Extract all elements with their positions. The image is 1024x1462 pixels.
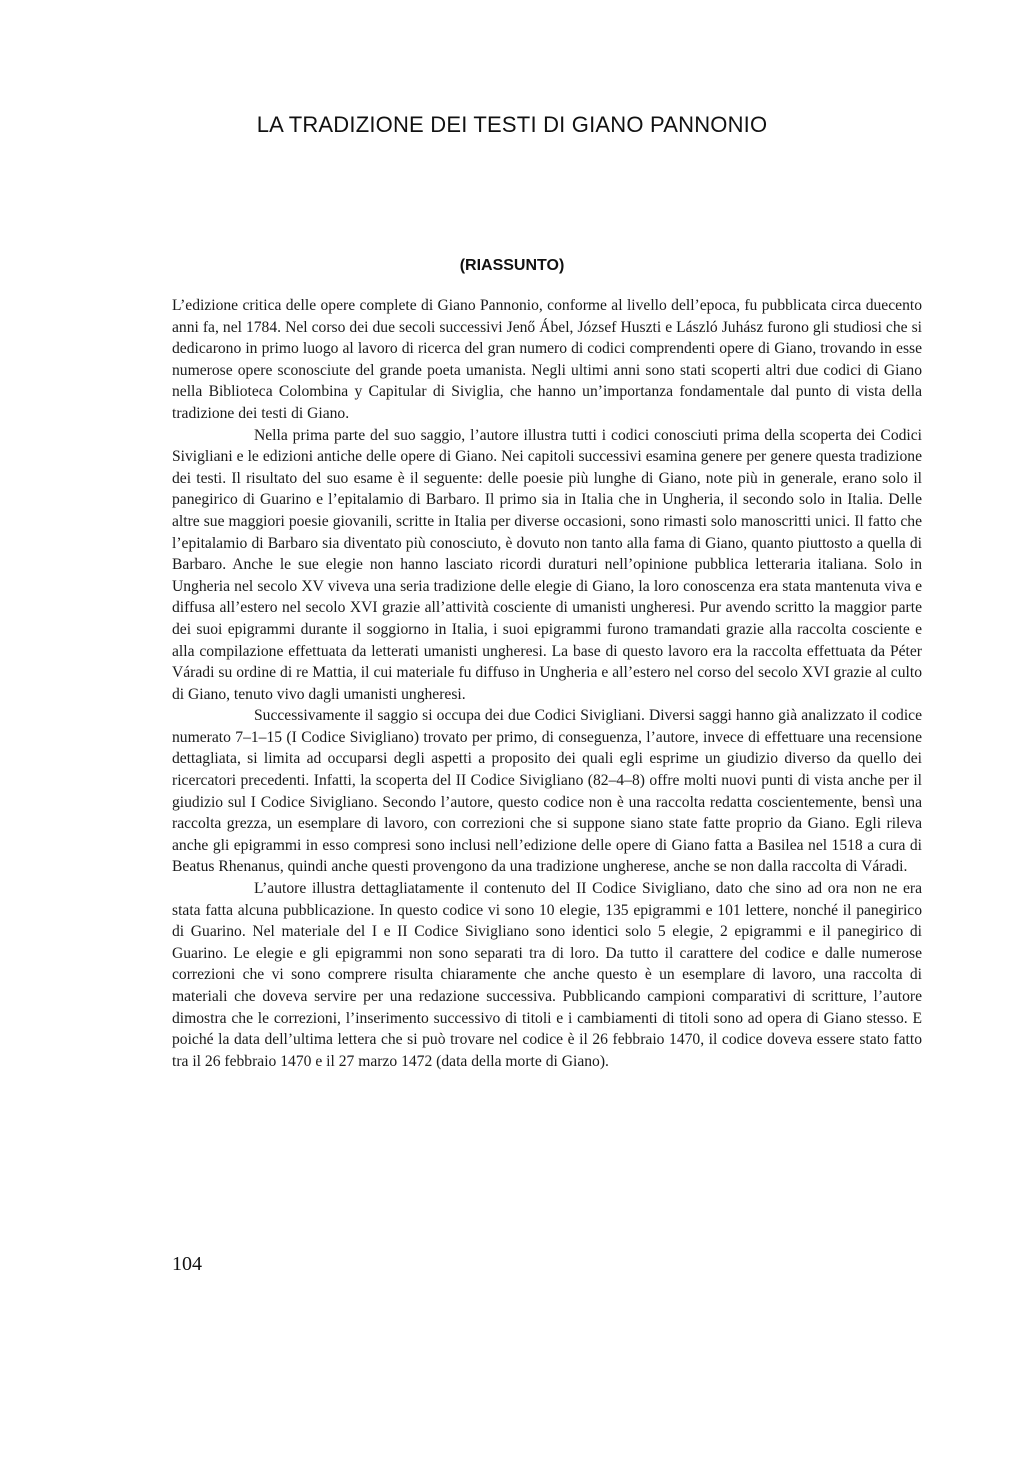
page-title: LA TRADIZIONE DEI TESTI DI GIANO PANNONIO bbox=[256, 112, 768, 137]
paragraph-3: Successivamente il saggio si occupa dei due Codici Sivigliani. Diversi saggi hanno già analizzato il codice numerato 7–1–15 (I Codice Sivigliano) trovato per primo, di conseguenza, l’autore, invece di effettuare una recensione dettagliata, si limita ad occuparsi degli aspetti a proposito dei quali egli esprime un giudizio diverso da quello dei ricercatori precedenti. Infatti, la scoperta del II Codice Sivigliano (82–4–8) offre molti nuovi punti di vista anche per il giudizio sul I Codice Sivigliano. Secondo l’autore, questo codice non è una raccolta redatta coscientemente, bensì una raccolta grezza, un esemplare di lavoro, con correzioni che si suppone siano state fatte proprio da Giano. Egli rileva anche gli epigrammi in esso compresi sono inclusi nell’edizione delle opere di Giano fatta a Basilea nel 1518 a cura di Beatus Rhenanus, quindi anche questi provengono da una tradizione ungherese, anche se non dalla raccolta di Váradi. bbox=[172, 707, 922, 876]
page-number: 104 bbox=[172, 1253, 202, 1275]
paragraph-1: L’edizione critica delle opere complete di Giano Pannonio, conforme al livello dell’epoca, fu pubblicata circa duecento anni fa, nel 1784. Nel corso dei due secoli successivi Jenő Ábel, József Huszti e László Juhász furono gli studiosi che si dedicarono in primo luogo al lavoro di ricerca del gran numero di codici comprendenti opere di Giano, trovando in esse numerose opere sconosciute del grande poeta umanista. Negli ultimi anni sono stati scoperti altri due codici di Giano nella Biblioteca Colombina y Capitular di Siviglia, che hanno un’importanza fondamentale dal punto di vista della tradizione dei testi di Giano. bbox=[172, 297, 922, 422]
summary-body bbox=[172, 295, 922, 1072]
section-subtitle: (RIASSUNTO) bbox=[459, 257, 565, 274]
paragraph-4: L’autore illustra dettagliatamente il contenuto del II Codice Sivigliano, dato che sino ad ora non ne era stata fatta alcuna pubblicazione. In questo codice vi sono 10 elegie, 135 epigrammi e 101 lettere, nonché il panegirico di Guarino. Nel materiale del I e II Codice Sivigliano sono identici solo 5 elegie, 2 epigrammi e il panegirico di Guarino. Le elegie e gli epigrammi non sono separati tra di loro. Da tutto il carattere del codice e dalle numerose correzioni che vi sono comprere risulta chiaramente che anche questo è un esemplare di lavoro, una raccolta di materiali che doveva servire per una redazione successiva. Pubblicando campioni comparativi di scritture, l’autore dimostra che le correzioni, l’inserimento successivo di titoli e i cambiamenti di titoli sono ad opera di Giano stesso. E poiché la data dell’ultima lettera che si può trovare nel codice è il 26 febbraio 1470, il codice doveva essere stato fatto tra il 26 febbraio 1470 e il 27 marzo 1472 (data della morte di Giano). bbox=[172, 880, 922, 1070]
paragraph-2: Nella prima parte del suo saggio, l’autore illustra tutti i codici conosciuti prima della scoperta dei Codici Sivigliani e le edizioni antiche delle opere di Giano. Nei capitoli successivi esamina genere per genere questa tradizione dei testi. Il risultato del suo esame è il seguente: delle poesie più lunghe di Giano, note più in generale, erano solo il panegirico di Guarino e l’epitalamio di Barbaro. Il primo sia in Italia che in Ungheria, il secondo solo in Italia. Delle altre sue maggiori poesie giovanili, scritte in Italia per diverse occasioni, sono rimasti solo manoscritti unici. Il fatto che l’epitalamio di Barbaro sia diventato più conosciuto, è dovuto non tanto alla fama di Giano, quanto piuttosto a quella di Barbaro. Anche le sue elegie non hanno lasciato ricordi duraturi nell’opinione pubblica letteraria italiana. Solo in Ungheria nel secolo XV viveva una seria tradizione delle elegie di Giano, la loro conoscenza era stata mantenuta viva e diffusa all’estero nel secolo XVI grazie all’attività cosciente di umanisti ungheresi. Pur avendo scritto la maggior parte dei suoi epigrammi durante il soggiorno in Italia, i suoi epigrammi furono tramandati grazie alla raccolta cosciente e alla compilazione effettuata da letterati umanisti ungheresi. La base di questo lavoro era la raccolta effettuata da Péter Váradi su ordine di re Mattia, il cui materiale fu diffuso in Ungheria e all’estero nel corso del secolo XVI grazie al culto di Giano, tenuto vivo dagli umanisti ungheresi. bbox=[172, 426, 922, 703]
